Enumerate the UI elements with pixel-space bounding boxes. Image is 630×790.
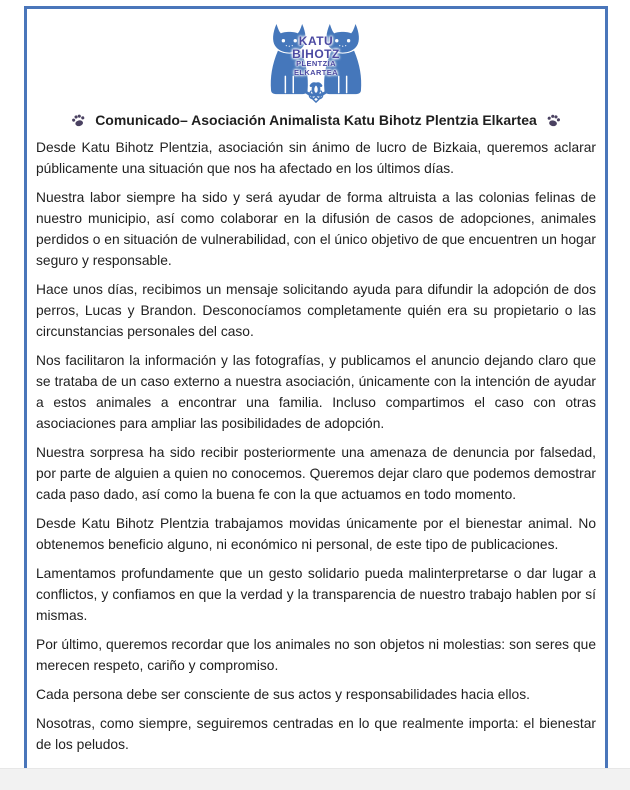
paragraph: Cada persona debe ser consciente de sus actos y responsabilidades hacia ellos. [36,687,530,702]
logo-name-line: KATU [298,34,334,48]
tail-swirl-ornament [309,91,322,102]
association-logo [255,19,377,103]
paw-icon [70,111,88,129]
paragraph: Nuestra sorpresa ha sido recibir posteriormente una amenaza de denuncia por falsedad, por parte de alguien a quien no conocemos. Queremos dejar claro que podemos demostrar cada paso dado, así como la buena fe con la que actuamos en todo momento. [36,445,596,502]
document-body [34,137,598,755]
paragraph: Nuestra labor siempre ha sido y será ayudar de forma altruista a las colonias felinas de nuestro municipio, así como colaborar en la difusión de casos de adopciones, animales perdidos o en situación de vulnerabilidad, con el único objetivo de que encuentren un hogar seguro y responsable. [36,190,596,268]
title-row [34,112,598,128]
paragraph: Desde Katu Bihotz Plentzia, asociación sin ánimo de lucro de Bizkaia, queremos aclarar públicamente una situación que nos ha afectado en los últimos días. [36,140,596,176]
paw-icon [545,111,562,128]
logo-name-line: PLENTZIA [296,59,336,68]
paragraph: Lamentamos profundamente que un gesto solidario pueda malinterpretarse o dar lugar a conflictos, y confiamos en que la verdad y la transparencia de nuestro trabajo hablen por sí mismas. [36,566,596,623]
page-bottom-gutter [0,768,630,790]
logo-text [255,35,377,77]
paragraph: Nos facilitaron la información y las fotografías, y publicamos el anuncio dejando claro que se trataba de un caso externo a nuestra asociación, únicamente con la intención de ayudar a estos animales a encontrar una familia. Incluso compartimos el caso con otras asociaciones para ampliar las posibilidades de adopción. [36,353,596,431]
paragraph: Por último, queremos recordar que los animales no son objetos ni molestias: son seres que merecen respeto, cariño y compromiso. [36,637,596,673]
paragraph: Hace unos días, recibimos un mensaje solicitando ayuda para difundir la adopción de dos perros, Lucas y Brandon. Desconocíamos completamente quién era su propietario o las circunstancias personales del caso. [36,282,596,339]
paragraph: Nosotras, como siempre, seguiremos centradas en lo que realmente importa: el bienestar de los peludos. [36,716,596,752]
logo-name-line: BIHOTZ [292,46,340,61]
page-title: Comunicado– Asociación Animalista Katu Bihotz Plentzia Elkartea [95,112,537,128]
paragraph: Desde Katu Bihotz Plentzia trabajamos movidas únicamente por el bienestar animal. No obtenemos beneficio alguno, ni económico ni personal, de este tipo de publicaciones. [36,516,596,552]
logo-name-line: ELKARTEA [293,67,339,77]
page-border [24,6,608,768]
